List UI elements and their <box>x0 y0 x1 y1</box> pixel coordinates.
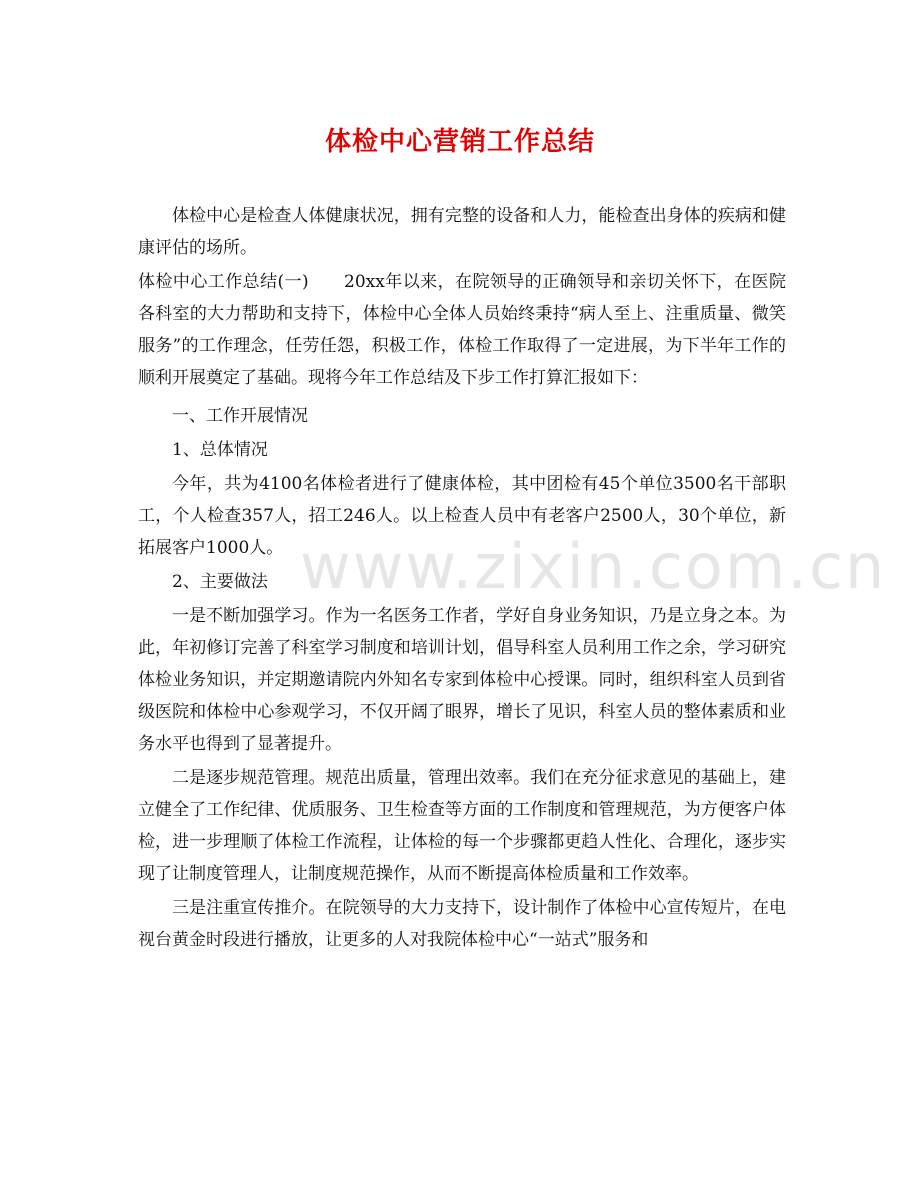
summary-paragraph: 体检中心工作总结(一) 20xx年以来，在院领导的正确领导和亲切关怀下，在医院各科室的大力帮助和支持下，体检中心全体人员始终秉持“病人至上、注重质量、微笑服务”的工作理念，任劳任怨，积极工作，体检工作取得了一定进展，为下半年工作的顺利开展奠定了基础。现将今年工作总结及下步工作打算汇报如下： <box>138 272 786 388</box>
subsection-heading-1: 1、总体情况 <box>172 440 268 460</box>
document-body <box>138 200 786 956</box>
watermark-text: www.zixin.com.cn <box>300 530 887 603</box>
section-heading-1: 一、工作开展情况 <box>172 406 308 426</box>
document-title: 体检中心营销工作总结 <box>324 127 595 157</box>
management-paragraph: 二是逐步规范管理。规范出质量，管理出效率。我们在充分征求意见的基础上，建立健全了工作纪律、优质服务、卫生检查等方面的工作制度和管理规范，为方便客户体检，进一步理顺了体检工作流程，让体检的每一个步骤都更趋人性化、合理化，逐步实现了让制度管理人，让制度规范操作，从而不断提高体检质量和工作效率。 <box>138 768 786 884</box>
intro-paragraph: 体检中心是检查人体健康状况，拥有完整的设备和人力，能检查出身体的疾病和健康评估的场所。 <box>138 206 786 258</box>
subsection-heading-2: 2、主要做法 <box>172 572 268 592</box>
promotion-paragraph: 三是注重宣传推介。在院领导的大力支持下，设计制作了体检中心宣传短片，在电视台黄金时段进行播放，让更多的人对我院体检中心“一站式”服务和 <box>138 898 786 950</box>
learning-paragraph: 一是不断加强学习。作为一名医务工作者，学好自身业务知识，乃是立身之本。为此，年初修订完善了科室学习制度和培训计划，倡导科室人员利用工作之余，学习研究体检业务知识，并定期邀请院内外知名专家到体检中心授课。同时，组织科室人员到省级医院和体检中心参观学习，不仅开阔了眼界，增长了见识，科室人员的整体素质和业务水平也得到了显著提升。 <box>138 606 786 754</box>
overall-paragraph: 今年，共为4100名体检者进行了健康体检，其中团检有45个单位3500名干部职工，个人检查357人，招工246人。以上检查人员中有老客户2500人，30个单位，新拓展客户1000人。 <box>138 474 786 558</box>
